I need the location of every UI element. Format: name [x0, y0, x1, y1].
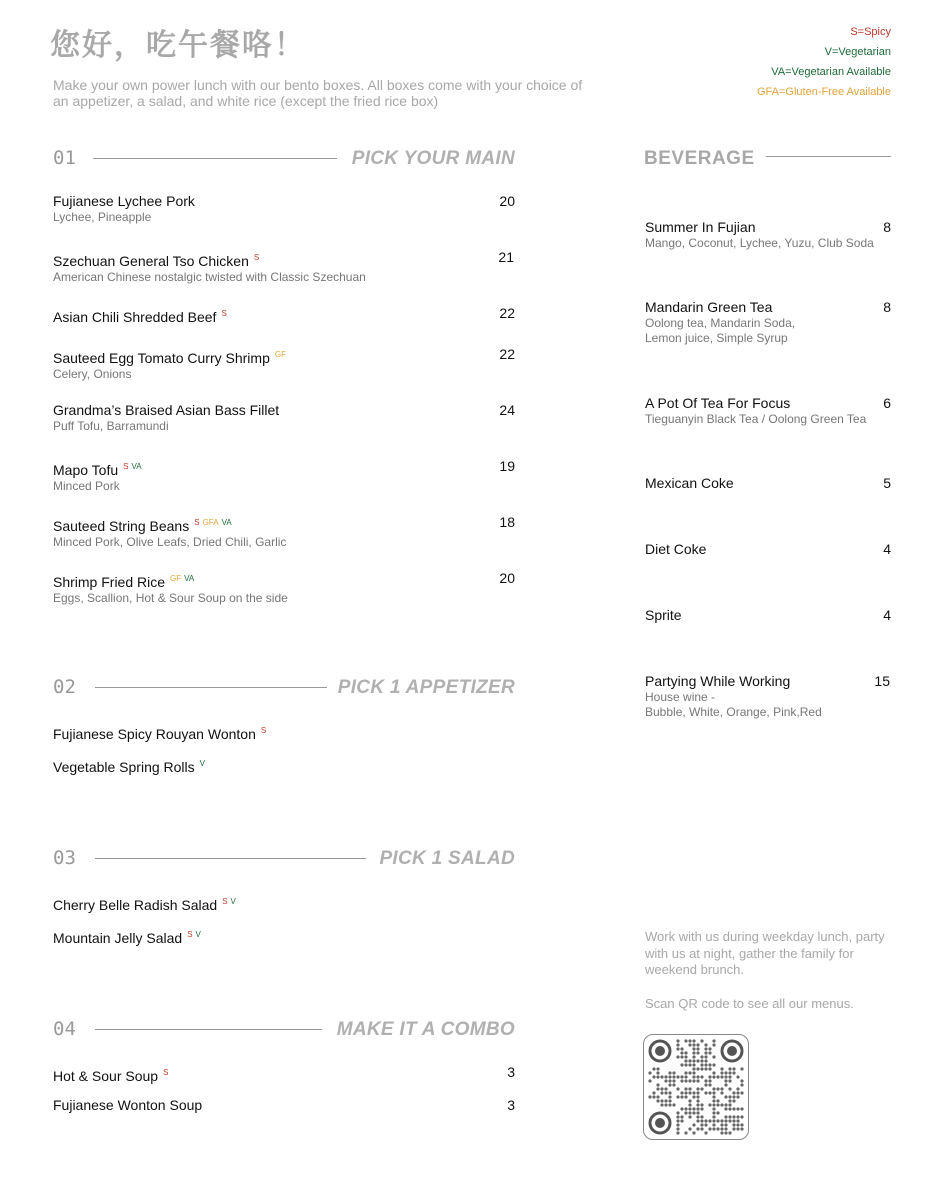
item-name: Sauteed String Beans: [53, 518, 190, 534]
tag-vegetarian: V: [199, 759, 205, 768]
item-name: Fujianese Spicy Rouyan Wonton: [53, 726, 256, 742]
legend-vegetarian: V=Vegetarian: [824, 46, 891, 58]
item-name: Szechuan General Tso Chicken: [53, 253, 249, 269]
section-label: BEVERAGE: [644, 148, 755, 169]
beverage-item: [645, 541, 891, 558]
item-name: Diet Coke: [645, 541, 707, 557]
item-price: 20: [499, 193, 515, 209]
menu-item: [53, 893, 515, 914]
item-name: Hot & Sour Soup: [53, 1068, 159, 1084]
divider: [95, 687, 327, 688]
qr-code-icon: [648, 1039, 744, 1135]
tag-vegetarian: V: [230, 897, 236, 906]
menu-item: [53, 402, 515, 434]
tag-gluten-free-available: GFA: [202, 518, 219, 527]
item-price: 24: [499, 402, 515, 418]
menu-item: [53, 755, 515, 776]
tag-spicy: S: [187, 930, 193, 939]
item-description: Celery, Onions: [53, 367, 132, 381]
section-label: PICK 1 SALAD: [379, 848, 515, 869]
section-label: PICK YOUR MAIN: [351, 148, 515, 169]
menu-item: [53, 570, 515, 606]
item-tags: [222, 897, 239, 906]
item-price: 4: [883, 541, 891, 557]
item-tags: [275, 350, 289, 359]
item-name: Sauteed Egg Tomato Curry Shrimp: [53, 350, 270, 366]
tag-vegetarian-available: VA: [184, 574, 195, 583]
beverage-item: [645, 475, 891, 492]
item-description: American Chinese nostalgic twisted with Classic Szechuan: [53, 270, 366, 284]
page-title: 您好，吃午餐咯！: [50, 28, 306, 63]
item-name: Mountain Jelly Salad: [53, 930, 183, 946]
item-name: Summer In Fujian: [645, 219, 756, 235]
item-description: Eggs, Scallion, Hot & Sour Soup on the side: [53, 591, 288, 605]
beverage-item: [645, 299, 891, 346]
menu-item: [53, 514, 515, 550]
tag-vegetarian-available: VA: [221, 518, 232, 527]
item-description: Minced Pork, Olive Leafs, Dried Chili, Garlic: [53, 535, 287, 549]
tag-spicy: S: [123, 462, 129, 471]
qr-code[interactable]: [643, 1034, 749, 1140]
item-tags: [194, 518, 234, 527]
item-tags: [200, 759, 208, 768]
item-price: 8: [883, 219, 891, 235]
section-number: 01: [53, 147, 76, 169]
tag-vegetarian-available: VA: [131, 462, 142, 471]
menu-item: [53, 722, 515, 743]
beverage-item: [645, 673, 891, 720]
item-price: 4: [883, 607, 891, 623]
item-name: Mandarin Green Tea: [645, 299, 773, 315]
legend: [757, 22, 891, 102]
section-label: PICK 1 APPETIZER: [337, 677, 515, 698]
tag-spicy: S: [221, 309, 227, 318]
item-price: 3: [507, 1097, 515, 1113]
section-number: 04: [53, 1018, 76, 1040]
item-description: Tieguanyin Black Tea / Oolong Green Tea: [645, 412, 867, 426]
item-name: Asian Chili Shredded Beef: [53, 309, 217, 325]
footer-text: [645, 929, 895, 1012]
menu-item: [53, 458, 515, 494]
tag-spicy: S: [163, 1068, 169, 1077]
item-description: Minced Pork: [53, 479, 120, 493]
section-label: MAKE IT A COMBO: [336, 1019, 515, 1040]
item-description: Lemon juice, Simple Syrup: [645, 331, 788, 345]
beverage-item: [645, 607, 891, 624]
item-description: Mango, Coconut, Lychee, Yuzu, Club Soda: [645, 236, 874, 250]
tag-vegetarian: V: [195, 930, 201, 939]
item-tags: [163, 1068, 171, 1077]
item-price: 21: [498, 249, 514, 265]
item-name: A Pot Of Tea For Focus: [645, 395, 791, 411]
item-name: Shrimp Fried Rice: [53, 574, 166, 590]
intro-text: Make your own power lunch with our bento boxes. All boxes come with your choice of an appetizer, a salad, and white rice (except the fried rice box): [53, 77, 583, 109]
item-price: 22: [499, 346, 515, 362]
menu-item: [53, 249, 515, 285]
item-tags: [221, 309, 229, 318]
item-price: 15: [874, 673, 890, 689]
item-price: 3: [507, 1064, 515, 1080]
section-header-combo: [53, 1018, 515, 1042]
item-description: Bubble, White, Orange, Pink,Red: [645, 705, 822, 719]
item-description: House wine -: [645, 690, 716, 704]
item-price: 22: [499, 305, 515, 321]
tag-gluten-free: GF: [274, 350, 286, 359]
item-description: Puff Tofu, Barramundi: [53, 419, 169, 433]
divider: [95, 1029, 322, 1030]
item-tags: [254, 253, 262, 262]
item-name: Fujianese Lychee Pork: [53, 193, 195, 209]
tag-spicy: S: [194, 518, 200, 527]
legend-vegetarian-available: VA=Vegetarian Available: [771, 66, 891, 78]
item-description: Lychee, Pineapple: [53, 210, 152, 224]
item-price: 6: [883, 395, 891, 411]
item-tags: [123, 462, 144, 471]
menu-item: [53, 1064, 515, 1085]
item-name: Mapo Tofu: [53, 462, 119, 478]
item-name: Fujianese Wonton Soup: [53, 1097, 203, 1113]
menu-item: [53, 346, 515, 382]
section-header-beverage: [644, 147, 891, 171]
item-price: 18: [499, 514, 515, 530]
section-header-main: [53, 147, 515, 171]
menu-item: [53, 926, 515, 947]
menu-item: [53, 193, 515, 225]
menu-item: [53, 1097, 515, 1114]
tag-spicy: S: [253, 253, 260, 262]
section-number: 02: [53, 676, 76, 698]
item-price: 5: [883, 475, 891, 491]
item-price: 19: [499, 458, 515, 474]
beverage-item: [645, 219, 891, 251]
item-name: Cherry Belle Radish Salad: [53, 897, 218, 913]
legend-gluten-free-available: GFA=Gluten-Free Available: [756, 86, 891, 98]
legend-spicy: S=Spicy: [850, 26, 891, 38]
item-price: 20: [499, 570, 515, 586]
tag-spicy: S: [260, 726, 267, 735]
divider: [93, 158, 337, 159]
item-name: Mexican Coke: [645, 475, 734, 491]
footer-message: Work with us during weekday lunch, party with us at night, gather the family for weekend brunch.: [645, 929, 885, 977]
item-price: 8: [883, 299, 891, 315]
divider: [95, 858, 366, 859]
tag-spicy: S: [222, 897, 228, 906]
item-tags: [170, 574, 197, 583]
beverage-item: [645, 395, 891, 427]
tag-gluten-free: GF: [170, 574, 182, 583]
section-header-salad: [53, 847, 515, 871]
item-name: Sprite: [645, 607, 682, 623]
section-header-appetizer: [53, 676, 515, 700]
item-tags: [187, 930, 204, 939]
section-number: 03: [53, 847, 76, 869]
item-tags: [261, 726, 269, 735]
item-name: Vegetable Spring Rolls: [53, 759, 195, 775]
qr-instruction: Scan QR code to see all our menus.: [645, 995, 854, 1011]
menu-item: [53, 305, 515, 326]
item-name: Grandma’s Braised Asian Bass Fillet: [53, 402, 280, 418]
item-description: Oolong tea, Mandarin Soda,: [645, 316, 796, 330]
divider: [766, 156, 891, 157]
item-name: Partying While Working: [645, 673, 791, 689]
